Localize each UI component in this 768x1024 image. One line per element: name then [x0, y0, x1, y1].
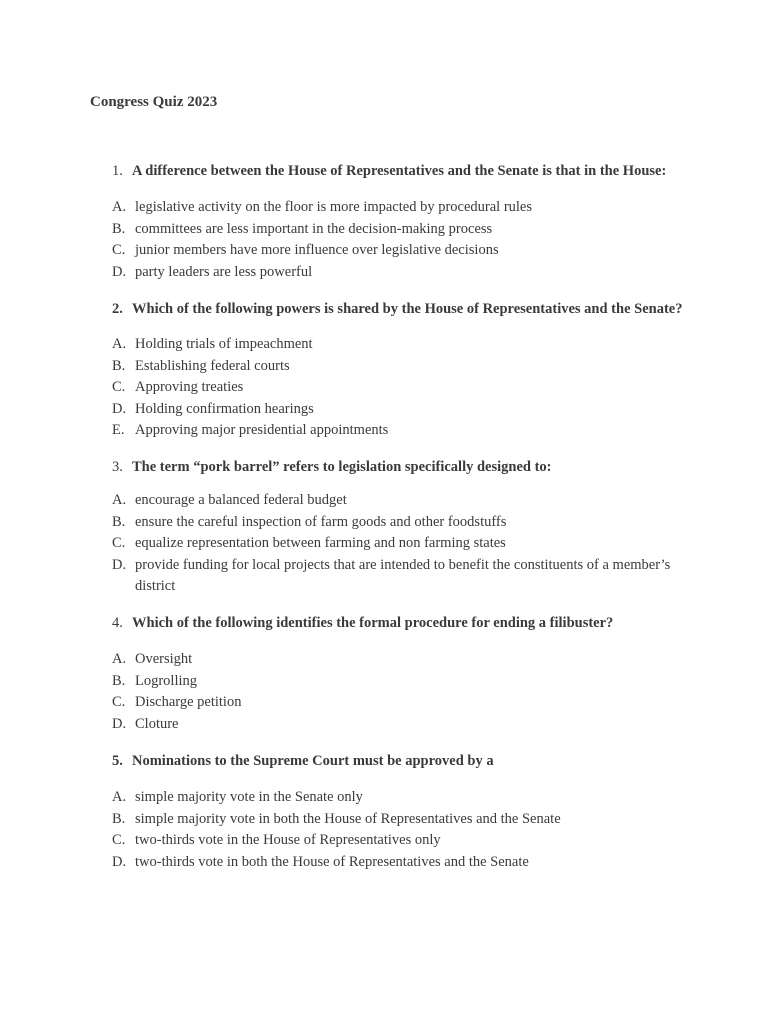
question-number: 2.: [112, 301, 123, 317]
option-b: [112, 809, 712, 831]
option-a: [112, 334, 712, 356]
option-text: ensure the careful inspection of farm goods and other foodstuffs: [135, 513, 507, 530]
option-letter: E.: [112, 422, 125, 438]
option-text: Discharge petition: [135, 694, 242, 710]
option-c: [112, 830, 712, 852]
option-d: [112, 399, 712, 421]
option-c: [112, 692, 712, 714]
option-letter: A.: [112, 336, 127, 352]
question-2-prompt: [112, 299, 712, 319]
option-text: simple majority vote in the Senate only: [135, 789, 363, 805]
option-a: [112, 787, 712, 809]
question-5: [112, 751, 712, 870]
option-b: [112, 219, 712, 241]
option-d: [112, 852, 712, 874]
option-text: legislative activity on the floor is more impacted by procedural rules: [135, 199, 533, 215]
option-letter: C.: [112, 379, 126, 395]
option-letter: D.: [112, 853, 127, 870]
option-e: [112, 420, 712, 442]
option-letter: C.: [112, 832, 126, 848]
option-b: [112, 512, 712, 534]
option-text: Cloture: [135, 715, 179, 732]
question-5-prompt: [112, 751, 712, 771]
option-letter: D.: [112, 400, 127, 417]
option-letter: B.: [112, 672, 126, 689]
option-text: Holding trials of impeachment: [135, 336, 313, 352]
question-number: 5.: [112, 753, 123, 769]
option-d: [112, 714, 712, 736]
question-number: 1.: [112, 163, 123, 179]
question-text: Which of the following identifies the formal procedure for ending a filibuster?: [132, 615, 614, 631]
option-text: Logrolling: [135, 672, 198, 689]
option-a: [112, 197, 712, 219]
option-letter: A.: [112, 199, 127, 215]
option-letter: B.: [112, 220, 126, 237]
question-3-prompt: [112, 457, 712, 477]
option-letter: A.: [112, 492, 127, 508]
question-1-options: [112, 197, 712, 283]
question-text: Which of the following powers is shared by the House of Representatives and the Senate?: [132, 301, 683, 317]
question-4-options: [112, 649, 712, 735]
option-d: [112, 262, 712, 284]
option-letter: A.: [112, 651, 127, 667]
option-letter: B.: [112, 810, 126, 827]
question-3-options: [112, 490, 712, 598]
option-a: [112, 649, 712, 671]
question-number: 4.: [112, 615, 123, 631]
option-letter: D.: [112, 556, 127, 573]
option-text: Approving treaties: [135, 379, 244, 395]
option-text: two-thirds vote in both the House of Representatives and the Senate: [135, 853, 529, 870]
question-text: The term “pork barrel” refers to legislation specifically designed to:: [132, 459, 552, 475]
question-text: Nominations to the Supreme Court must be approved by a: [132, 753, 494, 769]
option-text: Holding confirmation hearings: [135, 400, 314, 417]
question-2: [112, 299, 712, 438]
option-text: Oversight: [135, 651, 193, 667]
option-letter: A.: [112, 789, 127, 805]
option-c: [112, 377, 712, 399]
option-letter: B.: [112, 357, 126, 374]
option-text: party leaders are less powerful: [135, 263, 313, 280]
option-letter: C.: [112, 694, 126, 710]
option-b: [112, 671, 712, 693]
option-letter: C.: [112, 242, 126, 258]
option-text: Approving major presidential appointments: [135, 422, 389, 438]
option-c: [112, 533, 712, 555]
option-letter: D.: [112, 263, 127, 280]
option-text: two-thirds vote in the House of Representatives only: [135, 832, 441, 848]
question-5-options: [112, 787, 712, 873]
option-letter: D.: [112, 715, 127, 732]
question-3: [112, 457, 712, 594]
option-letter: C.: [112, 535, 126, 551]
question-1: [112, 161, 712, 280]
option-letter: B.: [112, 513, 126, 530]
option-b: [112, 356, 712, 378]
option-text: encourage a balanced federal budget: [135, 492, 347, 508]
option-text: Establishing federal courts: [135, 357, 290, 374]
option-c: [112, 240, 712, 262]
option-d: [112, 555, 712, 598]
option-text: equalize representation between farming and non farming states: [135, 535, 506, 551]
question-4-prompt: [112, 613, 712, 633]
option-text: simple majority vote in both the House of Representatives and the Senate: [135, 810, 561, 827]
question-1-prompt: [112, 161, 712, 181]
document-title: Congress Quiz 2023: [90, 94, 218, 110]
option-text: provide funding for local projects that are intended to benefit the constituents of a member’s district: [135, 556, 671, 594]
question-text: A difference between the House of Representatives and the Senate is that in the House:: [132, 163, 667, 179]
option-text: junior members have more influence over legislative decisions: [135, 242, 499, 258]
question-4: [112, 613, 712, 732]
question-2-options: [112, 334, 712, 442]
option-text: committees are less important in the decision-making process: [135, 220, 493, 237]
option-a: [112, 490, 712, 512]
question-number: 3.: [112, 459, 123, 475]
